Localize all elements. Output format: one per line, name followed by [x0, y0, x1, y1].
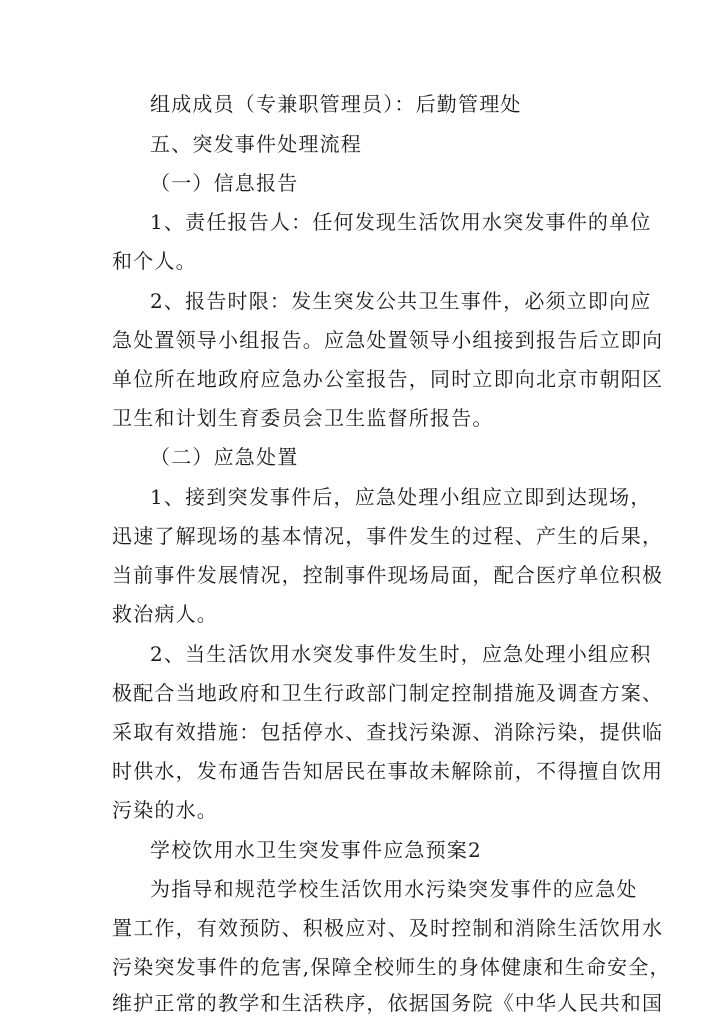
paragraph-line: 当前事件发展情况，控制事件现场局面，配合医疗单位积极 [112, 563, 664, 587]
paragraph-line: 和个人。 [112, 249, 197, 273]
paragraph-line: 1、接到突发事件后，应急处理小组应立即到达现场， [150, 485, 652, 509]
paragraph-line: 采取有效措施：包括停水、查找污染源、消除污染，提供临 [112, 720, 664, 744]
paragraph-line: 污染的水。 [112, 798, 218, 822]
paragraph-line: 救治病人。 [112, 602, 218, 626]
paragraph-line: 单位所在地政府应急办公室报告，同时立即向北京市朝阳区 [112, 367, 664, 391]
subsection-heading: （一）信息报告 [150, 171, 299, 195]
paragraph-line: 卫生和计划生育委员会卫生监督所报告。 [112, 406, 494, 430]
section-heading: 五、突发事件处理流程 [150, 132, 362, 156]
paragraph-line: 组成成员（专兼职管理员）：后勤管理处 [150, 92, 522, 116]
paragraph-line: 2、报告时限：发生突发公共卫生事件，必须立即向应 [150, 289, 652, 313]
paragraph-line: 2、当生活饮用水突发事件发生时，应急处理小组应积 [150, 642, 652, 666]
subsection-heading: （二）应急处置 [150, 445, 299, 469]
document-title: 学校饮用水卫生突发事件应急预案2 [150, 838, 482, 862]
paragraph-line: 维护正常的教学和生活秩序，依据国务院《中华人民共和国 [112, 991, 664, 1015]
paragraph-line: 1、责任报告人：任何发现生活饮用水突发事件的单位 [150, 210, 652, 234]
paragraph-line: 迅速了解现场的基本情况，事件发生的过程、产生的后果， [112, 524, 664, 548]
paragraph-line: 极配合当地政府和卫生行政部门制定控制措施及调查方案、 [112, 681, 664, 705]
paragraph-line: 时供水，发布通告告知居民在事故未解除前，不得擅自饮用 [112, 759, 664, 783]
paragraph-line: 为指导和规范学校生活饮用水污染突发事件的应急处 [150, 877, 638, 901]
paragraph-line: 污染突发事件的危害,保障全校师生的身体健康和生命安全， [112, 955, 671, 979]
paragraph-line: 急处置领导小组报告。应急处置领导小组接到报告后立即向 [112, 328, 664, 352]
paragraph-line: 置工作，有效预防、积极应对、及时控制和消除生活饮用水 [112, 916, 664, 940]
